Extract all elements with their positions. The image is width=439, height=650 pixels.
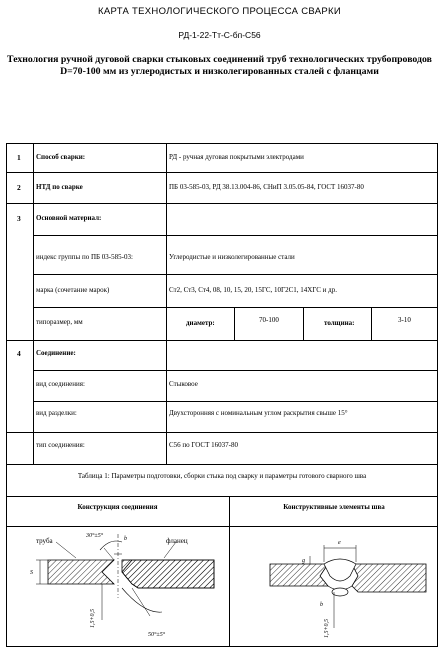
top-angle-label: 30°±5° bbox=[86, 533, 104, 539]
steel-grade-value: Ст2, Ст3, Ст4, 08, 10, 15, 20, 15ГС, 10Г2С1, 14ХГС и др. bbox=[169, 286, 337, 294]
process-table bbox=[6, 143, 438, 647]
document-code: РД-1-22-Тт-С-бп-С56 bbox=[178, 30, 261, 40]
document-subtitle: Технология ручной дуговой сварки стыковых соединений труб технологических трубопроводов D=70-100 мм из углеродистых и низколегированных сталей с фланцами bbox=[7, 54, 432, 77]
joint-type-label: тип соединения: bbox=[36, 441, 85, 449]
base-material-label: Основной материал: bbox=[36, 214, 102, 222]
diameter-label: диаметр: bbox=[186, 319, 215, 327]
ntd-label: НТД по сварке bbox=[36, 183, 83, 191]
joint-kind-label: вид соединения: bbox=[36, 380, 85, 388]
reinforcement-label: g bbox=[302, 558, 305, 564]
welding-method-label: Способ сварки: bbox=[36, 153, 86, 161]
diameter-value: 70-100 bbox=[259, 316, 279, 324]
weld-elements-drawing bbox=[250, 528, 430, 645]
group-index-label: индекс группы по ПБ 03-585-03: bbox=[36, 253, 133, 261]
width-dim-label: e bbox=[338, 540, 341, 546]
flange-label: фланец bbox=[166, 537, 188, 545]
ntd-value: ПБ 03-585-03, РД 38.13.004-86, СНиП 3.05.05-84, ГОСТ 16037-80 bbox=[169, 183, 364, 191]
thickness-label: толщина: bbox=[324, 319, 355, 327]
row-number: 3 bbox=[17, 214, 21, 223]
row-number: 4 bbox=[17, 349, 21, 358]
gap-label: b bbox=[124, 536, 127, 542]
bottom-angle-label: 50°±5° bbox=[148, 632, 166, 638]
thickness-dim-label: S bbox=[30, 570, 33, 576]
table1-caption: Таблица 1: Параметры подготовки, сборки стыка под сварку и параметры готового сварного шва bbox=[77, 472, 367, 480]
steel-grade-label: марка (сочетание марок) bbox=[36, 286, 110, 294]
joint-type-value: С56 по ГОСТ 16037-80 bbox=[169, 441, 238, 449]
edge-prep-label: вид разделки: bbox=[36, 409, 77, 417]
size-label: типоразмер, мм bbox=[36, 318, 83, 326]
table1-col-left-header: Конструкция соединения bbox=[77, 503, 158, 511]
group-index-value: Углеродистые и низколегированные стали bbox=[169, 253, 295, 261]
gap-label: b bbox=[320, 602, 323, 608]
edge-prep-value: Двухсторонняя с номинальным углом раскрытия свыше 15° bbox=[169, 409, 348, 417]
joint-label: Соединение: bbox=[36, 349, 76, 357]
document-title: КАРТА ТЕХНОЛОГИЧЕСКОГО ПРОЦЕССА СВАРКИ bbox=[98, 6, 341, 17]
root-dim-label: 1,5+0,5 bbox=[324, 618, 330, 638]
joint-design-drawing bbox=[26, 528, 216, 645]
root-dim-label: 1,5+0,5 bbox=[90, 608, 96, 628]
table1-col-right-header: Конструктивные элементы шва bbox=[283, 503, 385, 511]
welding-method-value: РД - ручная дуговая покрытыми электродами bbox=[169, 153, 304, 161]
row-number: 1 bbox=[17, 153, 21, 162]
pipe-label: труба bbox=[36, 537, 53, 545]
joint-kind-value: Стыковое bbox=[169, 380, 198, 388]
row-number: 2 bbox=[17, 183, 21, 192]
thickness-value: 3-10 bbox=[398, 316, 411, 324]
